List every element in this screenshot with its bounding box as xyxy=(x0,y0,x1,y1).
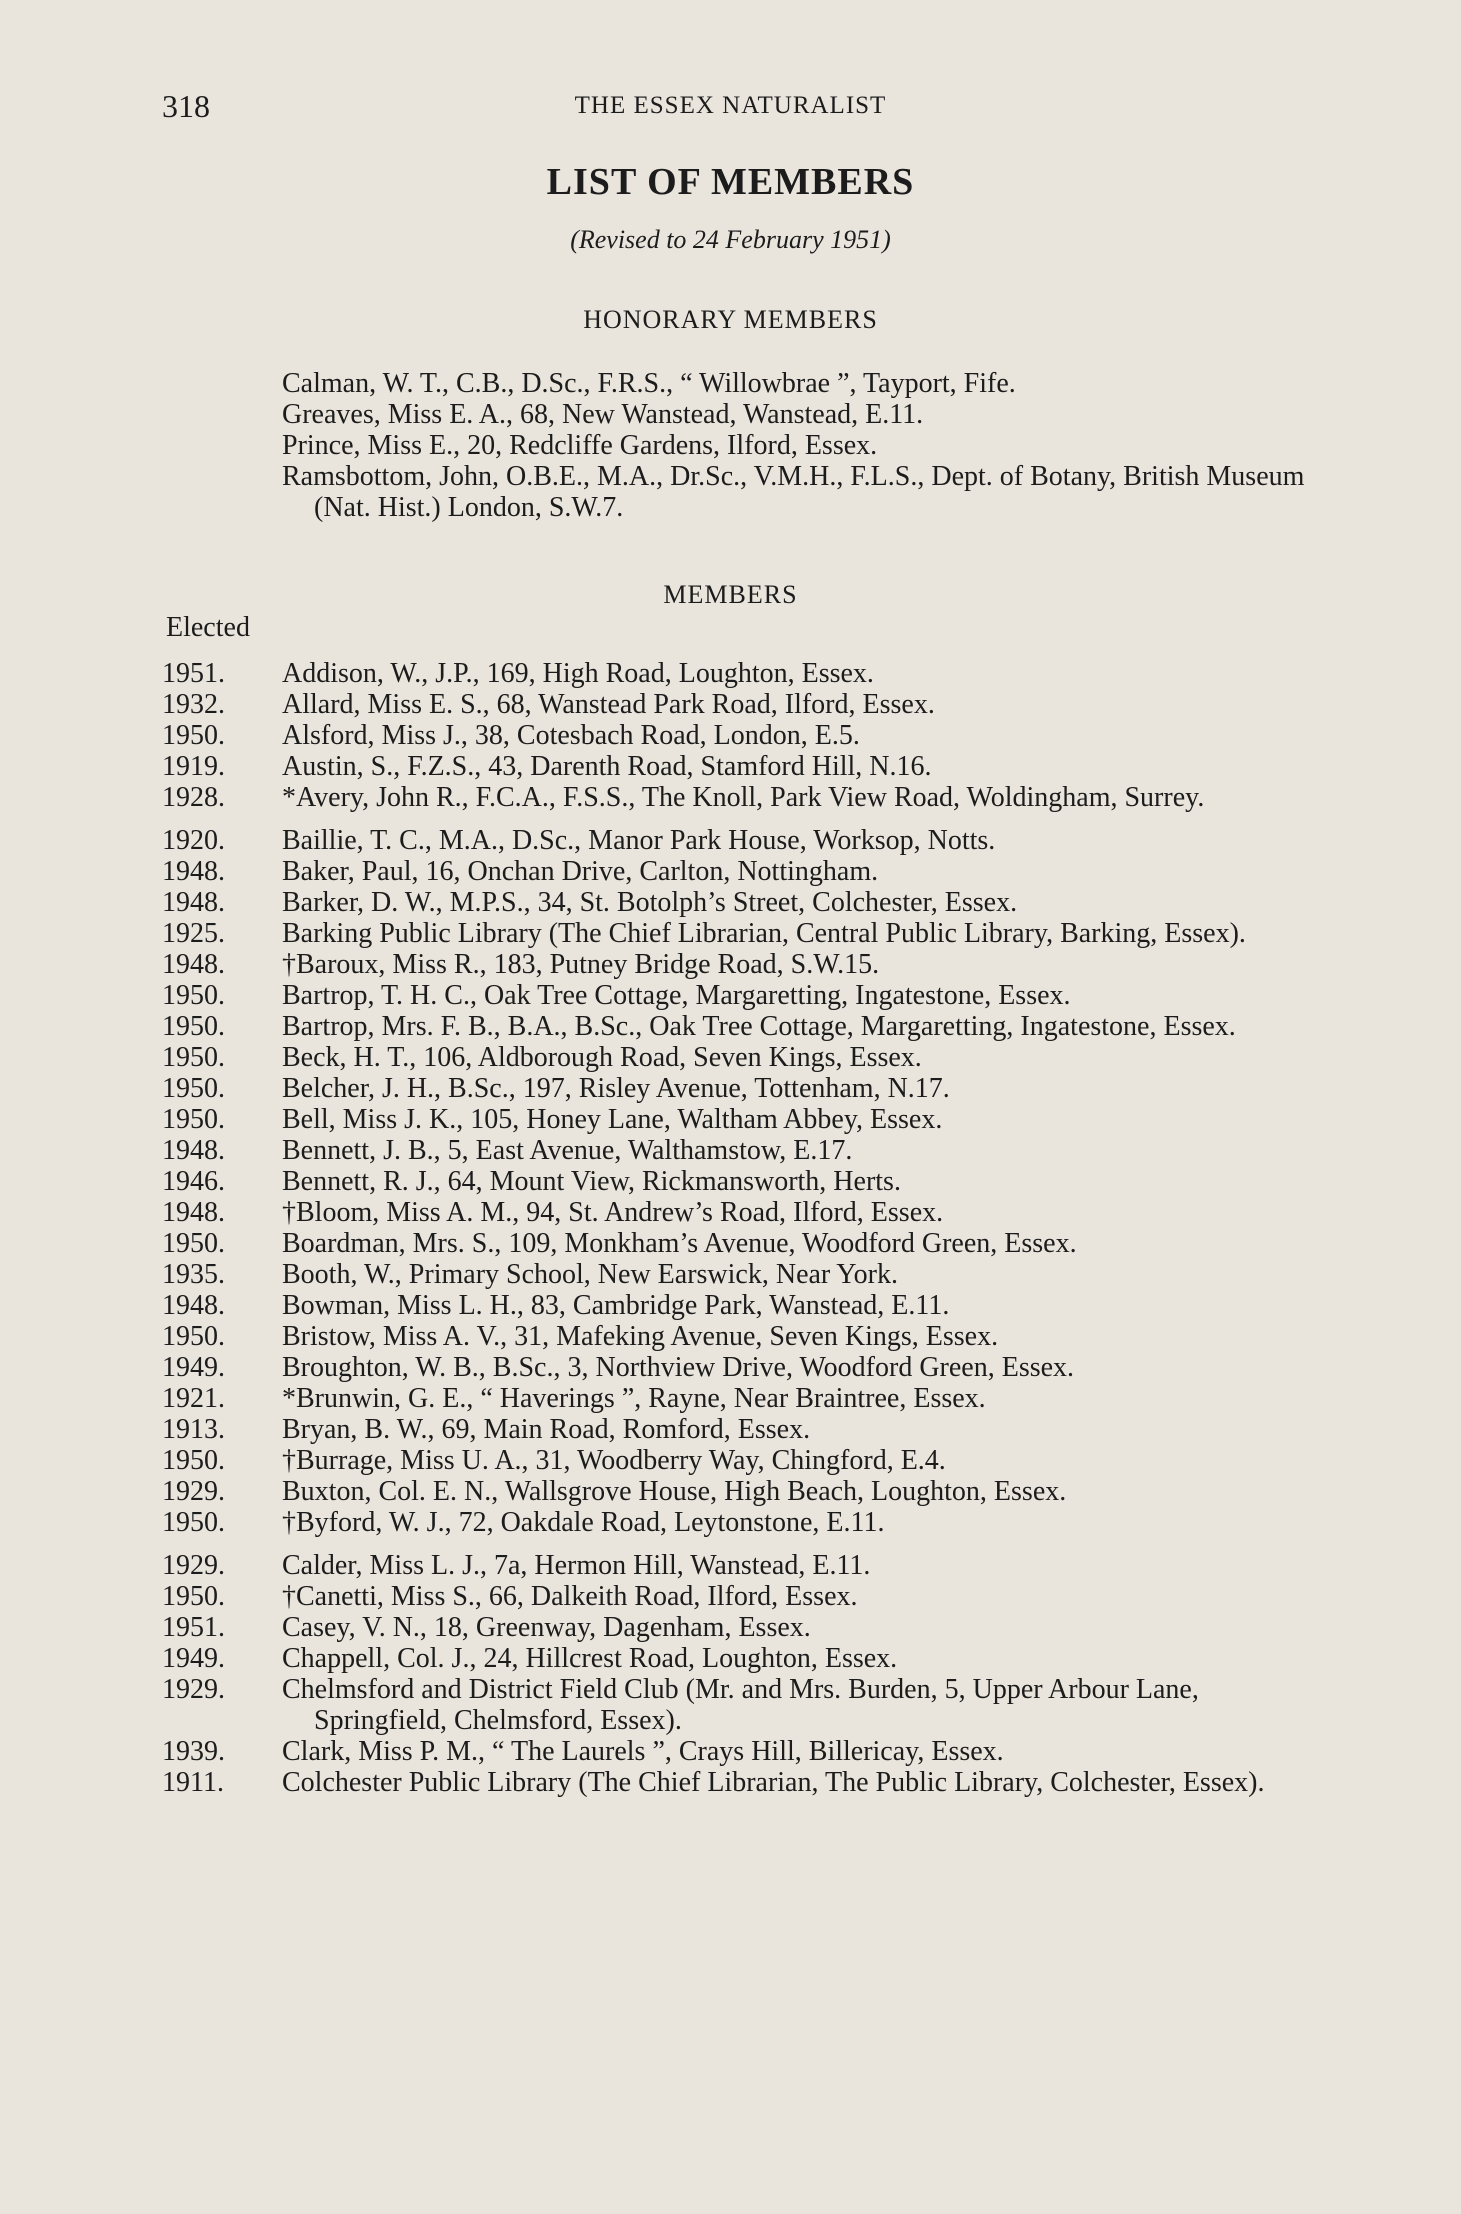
member-entry: Austin, S., F.Z.S., 43, Darenth Road, Stamford Hill, N.16. xyxy=(282,751,932,782)
member-entry: Buxton, Col. E. N., Wallsgrove House, High Beach, Loughton, Essex. xyxy=(282,1476,1067,1507)
elected-year: 1948. xyxy=(162,1290,225,1321)
elected-year: 1948. xyxy=(162,949,225,980)
member-entry: Chappell, Col. J., 24, Hillcrest Road, Loughton, Essex. xyxy=(282,1643,898,1674)
table-row xyxy=(162,720,1324,751)
elected-year: 1946. xyxy=(162,1166,225,1197)
table-row xyxy=(162,1581,1324,1612)
table-row xyxy=(162,1104,1324,1135)
elected-year: 1911. xyxy=(162,1767,224,1798)
table-row xyxy=(162,1259,1324,1290)
table-row xyxy=(162,980,1324,1011)
elected-year: 1950. xyxy=(162,1445,225,1476)
member-entry: Beck, H. T., 106, Aldborough Road, Seven Kings, Essex. xyxy=(282,1042,922,1073)
elected-year: 1913. xyxy=(162,1414,225,1445)
member-entry: †Bloom, Miss A. M., 94, St. Andrew’s Road, Ilford, Essex. xyxy=(282,1197,944,1228)
elected-column-label: Elected xyxy=(166,612,250,643)
elected-year: 1950. xyxy=(162,1228,225,1259)
elected-year: 1920. xyxy=(162,825,225,856)
member-entry: Booth, W., Primary School, New Earswick, Near York. xyxy=(282,1259,898,1290)
elected-year: 1950. xyxy=(162,1042,225,1073)
table-row xyxy=(162,1507,1324,1538)
member-entry: †Baroux, Miss R., 183, Putney Bridge Road, S.W.15. xyxy=(282,949,880,980)
member-entry: Allard, Miss E. S., 68, Wanstead Park Road, Ilford, Essex. xyxy=(282,689,935,720)
elected-year: 1948. xyxy=(162,1197,225,1228)
member-entry: Addison, W., J.P., 169, High Road, Loughton, Essex. xyxy=(282,658,874,689)
member-entry: Bennett, R. J., 64, Mount View, Rickmansworth, Herts. xyxy=(282,1166,901,1197)
elected-year: 1939. xyxy=(162,1736,225,1767)
member-entry: Colchester Public Library (The Chief Librarian, The Public Library, Colchester, Essex). xyxy=(282,1767,1265,1798)
table-row xyxy=(162,1228,1324,1259)
elected-year: 1950. xyxy=(162,1321,225,1352)
member-entry: Baker, Paul, 16, Onchan Drive, Carlton, Nottingham. xyxy=(282,856,879,887)
member-entry: Barker, D. W., M.P.S., 34, St. Botolph’s Street, Colchester, Essex. xyxy=(282,887,1018,918)
table-row xyxy=(162,1011,1324,1042)
elected-year: 1925. xyxy=(162,918,225,949)
table-row xyxy=(162,1042,1324,1073)
table-row xyxy=(162,1476,1324,1507)
elected-year: 1919. xyxy=(162,751,225,782)
elected-year: 1929. xyxy=(162,1674,225,1705)
elected-year: 1948. xyxy=(162,856,225,887)
elected-year: 1928. xyxy=(162,782,225,813)
table-row xyxy=(162,1445,1324,1476)
elected-year: 1929. xyxy=(162,1476,225,1507)
member-entry: Alsford, Miss J., 38, Cotesbach Road, London, E.5. xyxy=(282,720,860,751)
table-row xyxy=(162,1643,1324,1674)
elected-year: 1948. xyxy=(162,887,225,918)
member-entry: †Canetti, Miss S., 66, Dalkeith Road, Ilford, Essex. xyxy=(282,1581,858,1612)
elected-year: 1950. xyxy=(162,1104,225,1135)
member-entry: Bryan, B. W., 69, Main Road, Romford, Essex. xyxy=(282,1414,811,1445)
member-entry: Bartrop, Mrs. F. B., B.A., B.Sc., Oak Tree Cottage, Margaretting, Ingatestone, Essex. xyxy=(282,1011,1236,1042)
member-entry: Bennett, J. B., 5, East Avenue, Walthamstow, E.17. xyxy=(282,1135,853,1166)
member-entry: Calder, Miss L. J., 7a, Hermon Hill, Wanstead, E.11. xyxy=(282,1550,871,1581)
table-row xyxy=(162,1736,1324,1767)
page-title: LIST OF MEMBERS xyxy=(546,161,915,203)
table-row xyxy=(162,1290,1324,1321)
elected-year: 1949. xyxy=(162,1352,225,1383)
member-entry: Casey, V. N., 18, Greenway, Dagenham, Essex. xyxy=(282,1612,811,1643)
elected-year: 1951. xyxy=(162,658,225,689)
member-entry: Barking Public Library (The Chief Librarian, Central Public Library, Barking, Essex). xyxy=(282,918,1246,949)
table-row xyxy=(162,1550,1324,1581)
member-entry: Bartrop, T. H. C., Oak Tree Cottage, Margaretting, Ingatestone, Essex. xyxy=(282,980,1071,1011)
page-number: 318 xyxy=(162,88,210,124)
table-row xyxy=(162,1197,1324,1228)
table-row xyxy=(162,825,1324,856)
table-row xyxy=(162,689,1324,720)
list-item: Greaves, Miss E. A., 68, New Wanstead, Wanstead, E.11. xyxy=(282,399,924,430)
table-row xyxy=(162,1674,1324,1736)
elected-year: 1950. xyxy=(162,1507,225,1538)
member-entry: *Brunwin, G. E., “ Haverings ”, Rayne, Near Braintree, Essex. xyxy=(282,1383,986,1414)
members-list xyxy=(162,658,1324,1798)
elected-year: 1950. xyxy=(162,980,225,1011)
running-header xyxy=(0,88,1461,128)
member-entry: Boardman, Mrs. S., 109, Monkham’s Avenue, Woodford Green, Essex. xyxy=(282,1228,1077,1259)
journal-title: THE ESSEX NATURALIST xyxy=(574,92,887,119)
member-entry: Bowman, Miss L. H., 83, Cambridge Park, Wanstead, E.11. xyxy=(282,1290,950,1321)
table-row xyxy=(162,887,1324,918)
table-row xyxy=(162,1612,1324,1643)
honorary-heading: HONORARY MEMBERS xyxy=(583,305,878,334)
elected-year: 1949. xyxy=(162,1643,225,1674)
member-entry: Chelmsford and District Field Club (Mr. and Mrs. Burden, 5, Upper Arbour Lane, Springfield, Chelmsford, Essex). xyxy=(282,1674,1199,1736)
member-entry: *Avery, John R., F.C.A., F.S.S., The Knoll, Park View Road, Woldingham, Surrey. xyxy=(282,782,1205,813)
elected-year: 1948. xyxy=(162,1135,225,1166)
member-entry: Clark, Miss P. M., “ The Laurels ”, Crays Hill, Billericay, Essex. xyxy=(282,1736,1004,1767)
elected-year: 1951. xyxy=(162,1612,225,1643)
table-row xyxy=(162,918,1324,949)
table-row xyxy=(162,1321,1324,1352)
table-row xyxy=(162,1073,1324,1104)
list-item: Ramsbottom, John, O.B.E., M.A., Dr.Sc., V.M.H., F.L.S., Dept. of Botany, British Museum (Nat. Hist.) London, S.W.7. xyxy=(282,461,1305,523)
member-entry: Baillie, T. C., M.A., D.Sc., Manor Park House, Worksop, Notts. xyxy=(282,825,996,856)
elected-year: 1929. xyxy=(162,1550,225,1581)
table-row xyxy=(162,1767,1324,1798)
revision-note: (Revised to 24 February 1951) xyxy=(570,225,891,254)
elected-year: 1935. xyxy=(162,1259,225,1290)
table-row xyxy=(162,949,1324,980)
elected-year: 1950. xyxy=(162,1011,225,1042)
table-row xyxy=(162,1414,1324,1445)
table-row xyxy=(162,856,1324,887)
table-row xyxy=(162,751,1324,782)
elected-year: 1950. xyxy=(162,1581,225,1612)
member-entry: Belcher, J. H., B.Sc., 197, Risley Avenue, Tottenham, N.17. xyxy=(282,1073,950,1104)
list-item: Calman, W. T., C.B., D.Sc., F.R.S., “ Willowbrae ”, Tayport, Fife. xyxy=(282,368,1016,399)
table-row xyxy=(162,1135,1324,1166)
member-entry: †Burrage, Miss U. A., 31, Woodberry Way, Chingford, E.4. xyxy=(282,1445,946,1476)
table-row xyxy=(162,1352,1324,1383)
honorary-list xyxy=(282,368,1322,523)
table-row xyxy=(162,1383,1324,1414)
member-entry: Bristow, Miss A. V., 31, Mafeking Avenue, Seven Kings, Essex. xyxy=(282,1321,999,1352)
members-heading: MEMBERS xyxy=(663,580,798,609)
member-entry: Bell, Miss J. K., 105, Honey Lane, Waltham Abbey, Essex. xyxy=(282,1104,943,1135)
member-entry: †Byford, W. J., 72, Oakdale Road, Leytonstone, E.11. xyxy=(282,1507,885,1538)
elected-year: 1950. xyxy=(162,720,225,751)
elected-year: 1921. xyxy=(162,1383,225,1414)
list-item: Prince, Miss E., 20, Redcliffe Gardens, Ilford, Essex. xyxy=(282,430,878,461)
elected-year: 1932. xyxy=(162,689,225,720)
table-row xyxy=(162,658,1324,689)
elected-year: 1950. xyxy=(162,1073,225,1104)
table-row xyxy=(162,1166,1324,1197)
member-entry: Broughton, W. B., B.Sc., 3, Northview Drive, Woodford Green, Essex. xyxy=(282,1352,1075,1383)
table-row xyxy=(162,782,1324,813)
